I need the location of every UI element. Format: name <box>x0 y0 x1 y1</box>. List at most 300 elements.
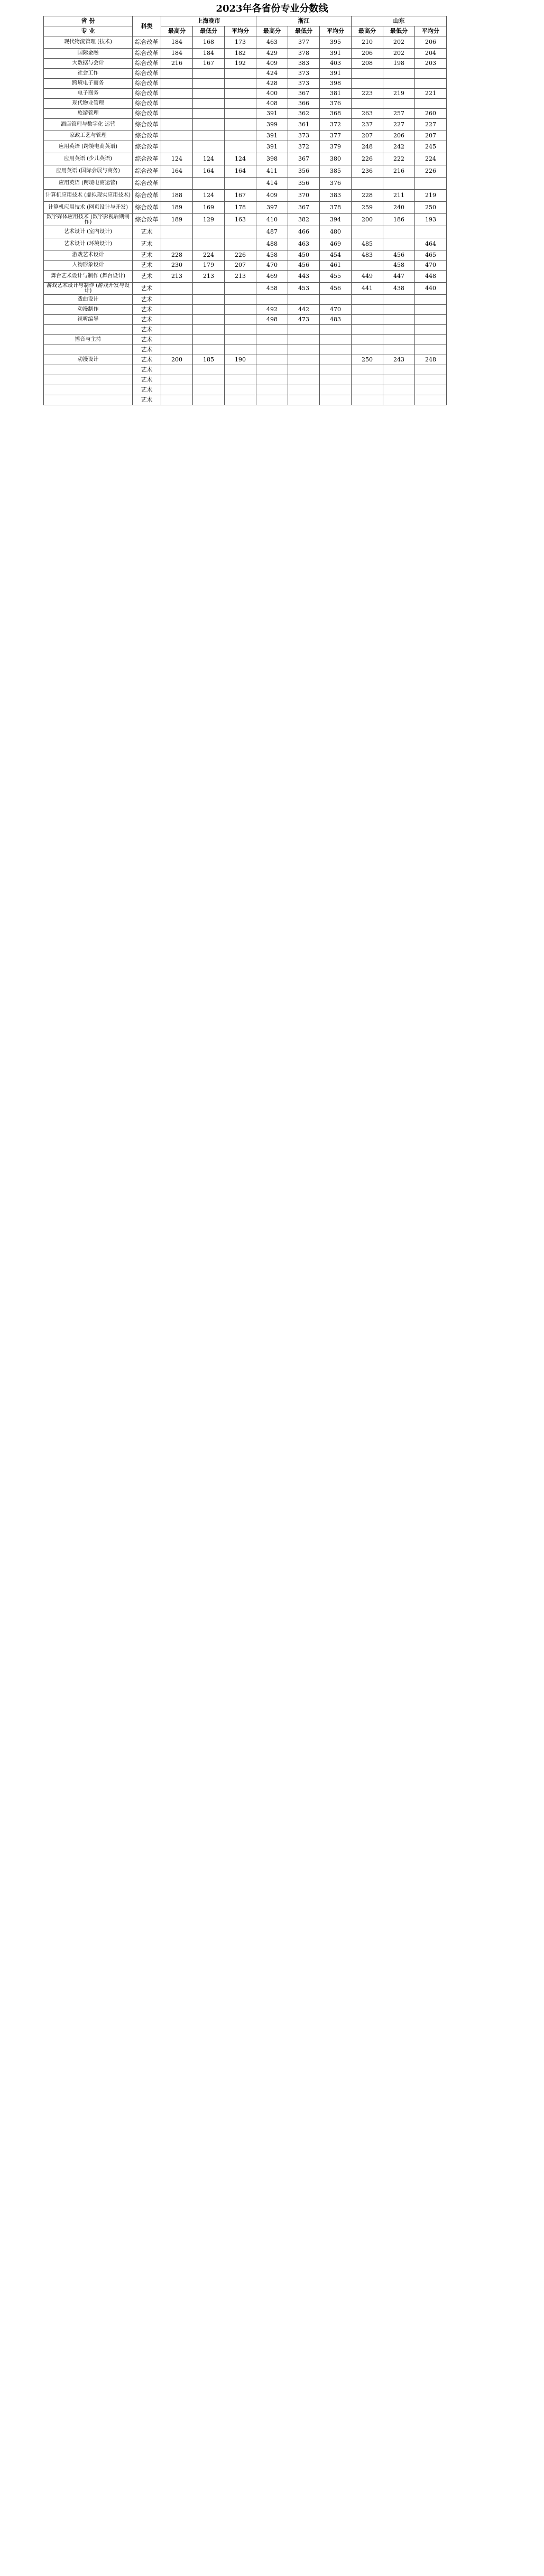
score-value <box>193 79 225 89</box>
score-value: 399 <box>256 119 288 131</box>
score-value: 483 <box>352 250 383 261</box>
subject-type: 综合改革 <box>133 202 161 214</box>
score-value <box>415 178 447 190</box>
major-name: 数字媒体应用技术 (数字影视后期制作) <box>44 214 133 226</box>
table-row <box>44 49 447 59</box>
score-value <box>288 385 320 395</box>
table-row <box>44 295 447 305</box>
score-value <box>383 226 415 238</box>
score-value: 465 <box>415 250 447 261</box>
score-value <box>383 69 415 79</box>
score-value: 391 <box>256 131 288 141</box>
score-value: 403 <box>320 59 352 69</box>
score-value: 124 <box>193 153 225 165</box>
score-value: 456 <box>288 261 320 271</box>
score-value <box>193 119 225 131</box>
score-value <box>352 226 383 238</box>
score-value <box>225 178 256 190</box>
score-value: 186 <box>383 214 415 226</box>
score-value: 455 <box>320 271 352 283</box>
major-header: 专 业 <box>44 26 133 36</box>
header-row <box>44 16 447 26</box>
score-value: 473 <box>288 315 320 325</box>
score-value: 198 <box>383 59 415 69</box>
score-value <box>161 119 193 131</box>
score-value: 463 <box>288 238 320 250</box>
table-row <box>44 59 447 69</box>
table-row <box>44 36 447 49</box>
score-value <box>352 345 383 355</box>
score-value: 202 <box>383 36 415 49</box>
major-name: 现代物流管理 (技术) <box>44 36 133 49</box>
subject-type: 艺术 <box>133 295 161 305</box>
score-value <box>320 385 352 395</box>
score-value: 368 <box>320 109 352 119</box>
table-row <box>44 395 447 405</box>
score-value: 223 <box>352 89 383 99</box>
score-value <box>352 99 383 109</box>
score-value <box>288 365 320 375</box>
score-value <box>193 385 225 395</box>
score-value: 464 <box>415 238 447 250</box>
score-value: 379 <box>320 141 352 153</box>
subject-type: 艺术 <box>133 395 161 405</box>
score-value: 424 <box>256 69 288 79</box>
major-name <box>44 325 133 335</box>
subject-header: 科类 <box>133 16 161 36</box>
score-value: 409 <box>256 59 288 69</box>
major-name: 计算机应用技术 (虚拟现实应用技术) <box>44 190 133 202</box>
score-value <box>161 226 193 238</box>
table-row <box>44 190 447 202</box>
score-value: 370 <box>288 190 320 202</box>
score-value: 408 <box>256 99 288 109</box>
score-value <box>193 238 225 250</box>
score-value: 222 <box>383 153 415 165</box>
score-value: 240 <box>383 202 415 214</box>
subject-type: 综合改革 <box>133 119 161 131</box>
max-score-header: 最高分 <box>161 26 193 36</box>
score-value: 226 <box>415 165 447 178</box>
score-value: 361 <box>288 119 320 131</box>
score-value: 483 <box>320 315 352 325</box>
major-name: 大数据与会计 <box>44 59 133 69</box>
score-value: 208 <box>352 59 383 69</box>
score-value: 376 <box>320 178 352 190</box>
score-value: 466 <box>288 226 320 238</box>
subject-type: 综合改革 <box>133 165 161 178</box>
score-value <box>415 375 447 385</box>
score-value: 257 <box>383 109 415 119</box>
major-name: 游戏艺术设计 <box>44 250 133 261</box>
score-value <box>320 335 352 345</box>
score-value: 219 <box>383 89 415 99</box>
score-value: 237 <box>352 119 383 131</box>
score-value <box>288 325 320 335</box>
score-value: 211 <box>383 190 415 202</box>
score-value: 221 <box>415 89 447 99</box>
score-value: 377 <box>320 131 352 141</box>
score-value: 398 <box>320 79 352 89</box>
subject-type: 艺术 <box>133 375 161 385</box>
score-value: 447 <box>383 271 415 283</box>
subject-type: 综合改革 <box>133 49 161 59</box>
score-value: 391 <box>320 49 352 59</box>
subject-type: 综合改革 <box>133 214 161 226</box>
score-value <box>288 335 320 345</box>
score-value: 458 <box>256 250 288 261</box>
major-name: 应用英语 (跨境电商运营) <box>44 178 133 190</box>
score-value <box>352 79 383 89</box>
score-value: 210 <box>352 36 383 49</box>
score-value: 250 <box>415 202 447 214</box>
score-value: 366 <box>288 99 320 109</box>
score-value <box>193 305 225 315</box>
score-value: 224 <box>415 153 447 165</box>
score-value: 372 <box>288 141 320 153</box>
score-value: 428 <box>256 79 288 89</box>
score-value <box>193 375 225 385</box>
score-value <box>225 295 256 305</box>
province-header: 省 份 <box>44 16 133 26</box>
table-row <box>44 214 447 226</box>
score-value <box>193 178 225 190</box>
table-row <box>44 109 447 119</box>
score-value <box>161 375 193 385</box>
subject-type: 艺术 <box>133 325 161 335</box>
score-value <box>352 261 383 271</box>
score-value <box>161 325 193 335</box>
table-row <box>44 238 447 250</box>
subject-type: 综合改革 <box>133 79 161 89</box>
score-value: 184 <box>193 49 225 59</box>
score-value: 164 <box>193 165 225 178</box>
major-name <box>44 365 133 375</box>
subject-type: 艺术 <box>133 283 161 295</box>
score-value: 356 <box>288 165 320 178</box>
score-value: 391 <box>320 69 352 79</box>
table-row <box>44 305 447 315</box>
min-score-header: 最低分 <box>288 26 320 36</box>
score-value <box>383 79 415 89</box>
subject-type: 综合改革 <box>133 69 161 79</box>
score-value: 463 <box>256 36 288 49</box>
score-value: 189 <box>161 202 193 214</box>
score-value: 456 <box>383 250 415 261</box>
score-value <box>225 141 256 153</box>
score-value: 227 <box>383 119 415 131</box>
major-name: 戏曲设计 <box>44 295 133 305</box>
score-value <box>225 375 256 385</box>
score-value <box>193 365 225 375</box>
score-value: 498 <box>256 315 288 325</box>
score-value: 260 <box>415 109 447 119</box>
score-value <box>161 335 193 345</box>
min-score-header: 最低分 <box>193 26 225 36</box>
major-name: 游戏艺术设计与制作 (游戏开发与设计) <box>44 283 133 295</box>
score-value: 373 <box>288 131 320 141</box>
score-value: 461 <box>320 261 352 271</box>
score-value <box>161 89 193 99</box>
score-value <box>288 375 320 385</box>
score-value: 207 <box>225 261 256 271</box>
major-name: 动漫制作 <box>44 305 133 315</box>
score-value: 202 <box>383 49 415 59</box>
major-name <box>44 345 133 355</box>
subject-type: 综合改革 <box>133 109 161 119</box>
score-value: 213 <box>193 271 225 283</box>
score-value: 414 <box>256 178 288 190</box>
score-value <box>193 335 225 345</box>
table-row <box>44 345 447 355</box>
score-value: 207 <box>415 131 447 141</box>
score-value: 449 <box>352 271 383 283</box>
score-value <box>193 99 225 109</box>
subject-type: 综合改革 <box>133 131 161 141</box>
score-value <box>256 395 288 405</box>
score-value <box>415 305 447 315</box>
major-name: 舞台艺术设计与制作 (舞台设计) <box>44 271 133 283</box>
score-value <box>161 109 193 119</box>
score-value: 378 <box>288 49 320 59</box>
score-value: 189 <box>161 214 193 226</box>
major-name <box>44 375 133 385</box>
table-row <box>44 335 447 345</box>
score-value <box>320 375 352 385</box>
table-row <box>44 202 447 214</box>
score-value: 124 <box>193 190 225 202</box>
table-row <box>44 153 447 165</box>
score-value <box>352 375 383 385</box>
major-name: 视听编导 <box>44 315 133 325</box>
score-value <box>352 365 383 375</box>
score-value: 456 <box>320 283 352 295</box>
score-value <box>415 385 447 395</box>
score-value <box>225 395 256 405</box>
score-value <box>225 305 256 315</box>
score-value <box>415 345 447 355</box>
score-value <box>161 395 193 405</box>
score-value <box>383 365 415 375</box>
score-value <box>383 238 415 250</box>
table-row <box>44 69 447 79</box>
score-value: 164 <box>225 165 256 178</box>
score-value <box>383 295 415 305</box>
score-value <box>161 385 193 395</box>
subject-type: 艺术 <box>133 315 161 325</box>
score-value <box>256 295 288 305</box>
score-value: 377 <box>288 36 320 49</box>
score-value: 226 <box>352 153 383 165</box>
score-value <box>383 99 415 109</box>
subject-type: 艺术 <box>133 250 161 261</box>
score-value <box>383 375 415 385</box>
score-value: 206 <box>415 36 447 49</box>
subject-type: 艺术 <box>133 335 161 345</box>
score-table <box>43 16 447 405</box>
score-value <box>225 238 256 250</box>
score-value <box>225 99 256 109</box>
score-value: 168 <box>193 36 225 49</box>
score-value: 458 <box>256 283 288 295</box>
score-value <box>383 178 415 190</box>
score-value: 385 <box>320 165 352 178</box>
score-value: 487 <box>256 226 288 238</box>
score-value <box>193 141 225 153</box>
table-row <box>44 89 447 99</box>
score-value <box>256 355 288 365</box>
score-value: 470 <box>415 261 447 271</box>
score-value <box>193 325 225 335</box>
score-value <box>352 178 383 190</box>
table-row <box>44 283 447 295</box>
header-row <box>44 26 447 36</box>
score-value <box>161 238 193 250</box>
score-value: 207 <box>352 131 383 141</box>
subject-type: 艺术 <box>133 238 161 250</box>
score-value: 179 <box>193 261 225 271</box>
score-value: 378 <box>320 202 352 214</box>
major-name: 电子商务 <box>44 89 133 99</box>
score-value: 200 <box>161 355 193 365</box>
score-value: 185 <box>193 355 225 365</box>
major-name <box>44 385 133 395</box>
score-value: 442 <box>288 305 320 315</box>
province-name: 上海晚市 <box>161 16 256 26</box>
score-value: 383 <box>288 59 320 69</box>
score-value <box>193 226 225 238</box>
score-value <box>225 69 256 79</box>
score-value: 163 <box>225 214 256 226</box>
score-value <box>161 295 193 305</box>
score-value <box>161 345 193 355</box>
score-value: 448 <box>415 271 447 283</box>
score-value: 167 <box>225 190 256 202</box>
subject-type: 综合改革 <box>133 190 161 202</box>
score-value: 441 <box>352 283 383 295</box>
score-value: 173 <box>225 36 256 49</box>
major-name: 现代物业管理 <box>44 99 133 109</box>
table-row <box>44 325 447 335</box>
major-name: 酒店管理与数字化 运营 <box>44 119 133 131</box>
major-name: 应用英语 (国际会展与商务) <box>44 165 133 178</box>
score-value: 454 <box>320 250 352 261</box>
table-row <box>44 250 447 261</box>
score-value: 485 <box>352 238 383 250</box>
score-value <box>383 335 415 345</box>
table-row <box>44 119 447 131</box>
score-value: 228 <box>352 190 383 202</box>
score-value <box>193 395 225 405</box>
score-value <box>193 315 225 325</box>
score-value: 216 <box>161 59 193 69</box>
score-value <box>415 79 447 89</box>
score-value: 213 <box>161 271 193 283</box>
score-value <box>415 99 447 109</box>
score-value <box>288 345 320 355</box>
score-value <box>161 79 193 89</box>
score-value: 453 <box>288 283 320 295</box>
subject-type: 综合改革 <box>133 36 161 49</box>
score-value: 373 <box>288 79 320 89</box>
score-value <box>161 365 193 375</box>
score-value <box>225 345 256 355</box>
score-value <box>352 305 383 315</box>
major-name: 人物形象设计 <box>44 261 133 271</box>
score-value <box>320 345 352 355</box>
score-value <box>415 395 447 405</box>
subject-type: 艺术 <box>133 355 161 365</box>
score-value: 206 <box>352 49 383 59</box>
score-value <box>352 315 383 325</box>
score-value <box>161 315 193 325</box>
score-value <box>288 355 320 365</box>
major-name <box>44 395 133 405</box>
score-value: 458 <box>383 261 415 271</box>
score-value <box>415 365 447 375</box>
max-score-header: 最高分 <box>352 26 383 36</box>
table-row <box>44 271 447 283</box>
score-value <box>225 283 256 295</box>
score-value <box>415 226 447 238</box>
score-value: 206 <box>383 131 415 141</box>
subject-type: 艺术 <box>133 345 161 355</box>
score-value: 440 <box>415 283 447 295</box>
score-value: 193 <box>415 214 447 226</box>
subject-type: 艺术 <box>133 305 161 315</box>
score-value: 373 <box>288 69 320 79</box>
score-value: 192 <box>225 59 256 69</box>
score-value <box>383 325 415 335</box>
score-value: 409 <box>256 190 288 202</box>
score-value <box>161 131 193 141</box>
score-value: 376 <box>320 99 352 109</box>
score-value: 184 <box>161 36 193 49</box>
score-value: 200 <box>352 214 383 226</box>
major-name: 播音与主持 <box>44 335 133 345</box>
score-value: 397 <box>256 202 288 214</box>
table-row <box>44 131 447 141</box>
score-value <box>225 335 256 345</box>
score-value <box>193 283 225 295</box>
score-value: 245 <box>415 141 447 153</box>
score-value <box>383 345 415 355</box>
table-row <box>44 79 447 89</box>
score-value <box>383 315 415 325</box>
min-score-header: 最低分 <box>383 26 415 36</box>
score-value: 367 <box>288 89 320 99</box>
score-value: 380 <box>320 153 352 165</box>
score-value: 219 <box>415 190 447 202</box>
score-value: 400 <box>256 89 288 99</box>
score-value: 167 <box>193 59 225 69</box>
score-value: 203 <box>415 59 447 69</box>
score-value: 488 <box>256 238 288 250</box>
score-value <box>415 325 447 335</box>
subject-type: 艺术 <box>133 385 161 395</box>
major-name: 旅游管理 <box>44 109 133 119</box>
score-value <box>320 355 352 365</box>
subject-type: 综合改革 <box>133 59 161 69</box>
score-value: 382 <box>288 214 320 226</box>
score-value: 248 <box>352 141 383 153</box>
score-value: 184 <box>161 49 193 59</box>
score-value: 259 <box>352 202 383 214</box>
score-value: 470 <box>320 305 352 315</box>
score-value <box>225 109 256 119</box>
score-value: 248 <box>415 355 447 365</box>
score-value: 213 <box>225 271 256 283</box>
